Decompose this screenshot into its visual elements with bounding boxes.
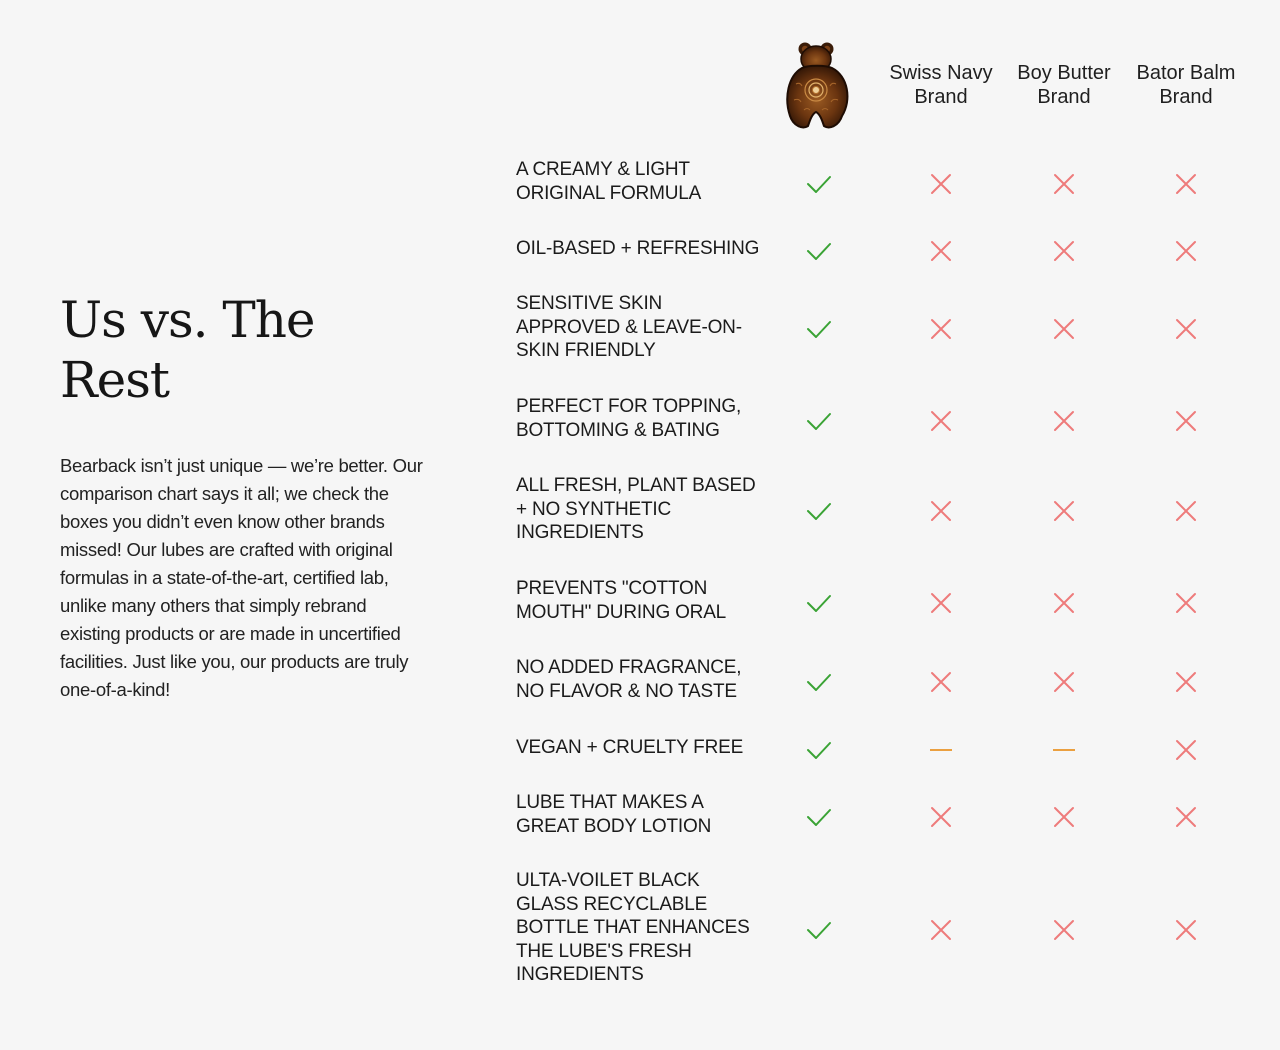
feature-label xyxy=(516,237,766,261)
check-icon xyxy=(805,916,833,944)
check-icon xyxy=(805,407,833,435)
bear-icon xyxy=(782,40,858,132)
feature-line: ALL FRESH, PLANT BASED xyxy=(516,475,756,496)
dash-icon xyxy=(1050,736,1078,764)
dash-icon xyxy=(927,736,955,764)
check-icon xyxy=(805,237,833,265)
cross-icon xyxy=(1050,170,1078,198)
feature-line: INGREDIENTS xyxy=(516,964,644,985)
cross-icon xyxy=(1172,170,1200,198)
feature-line: VEGAN + CRUELTY FREE xyxy=(516,737,744,758)
cross-icon xyxy=(927,407,955,435)
intro-section xyxy=(60,290,430,704)
cross-icon xyxy=(1172,589,1200,617)
cross-icon xyxy=(927,916,955,944)
feature-label xyxy=(516,736,766,760)
cross-icon xyxy=(1172,736,1200,764)
feature-line: PERFECT FOR TOPPING, xyxy=(516,396,742,417)
intro-paragraph: Bearback isn’t just unique — we’re better. Our comparison chart says it all; we check the boxes you didn’t even know other brands missed! Our lubes are crafted with original formulas in a state-of-the-art, certified lab, unlike many others that simply rebrand existing products or are made in uncertified facilities. Just like you, our products are truly one-of-a-kind! xyxy=(60,455,423,700)
feature-line: NO FLAVOR & NO TASTE xyxy=(516,680,737,702)
feature-label xyxy=(516,158,766,205)
cross-icon xyxy=(1050,916,1078,944)
check-icon xyxy=(805,170,833,198)
cross-icon xyxy=(1050,589,1078,617)
cross-icon xyxy=(927,803,955,831)
feature-line: LUBE THAT MAKES A xyxy=(516,792,704,813)
cross-icon xyxy=(927,589,955,617)
feature-label xyxy=(516,292,766,363)
cross-icon xyxy=(1172,237,1200,265)
feature-line: ULTA-VOILET BLACK xyxy=(516,870,700,891)
bearback-logo xyxy=(782,40,858,132)
brand-name: Bator Balm xyxy=(1136,62,1236,84)
cross-icon xyxy=(927,170,955,198)
feature-line: MOUTH" DURING ORAL xyxy=(516,601,727,623)
page-title: Us vs. The Rest xyxy=(60,291,315,409)
feature-line: BOTTLE THAT ENHANCES xyxy=(516,917,750,938)
feature-line: THE LUBE'S FRESH xyxy=(516,940,692,962)
cross-icon xyxy=(927,237,955,265)
brand-name: Swiss Navy xyxy=(889,62,993,84)
cross-icon xyxy=(927,497,955,525)
cross-icon xyxy=(1050,668,1078,696)
brand-header-2 xyxy=(1121,61,1251,109)
check-icon xyxy=(805,497,833,525)
cross-icon xyxy=(1050,497,1078,525)
brand-suffix: Brand xyxy=(914,86,968,108)
cross-icon xyxy=(1172,803,1200,831)
brand-header-0 xyxy=(876,61,1006,109)
feature-line: ORIGINAL FORMULA xyxy=(516,182,702,204)
feature-line: OIL-BASED + REFRESHING xyxy=(516,238,760,259)
feature-line: GREAT BODY LOTION xyxy=(516,815,712,837)
feature-line: INGREDIENTS xyxy=(516,522,644,543)
cross-icon xyxy=(927,315,955,343)
feature-label xyxy=(516,656,766,703)
feature-label xyxy=(516,474,766,545)
feature-label xyxy=(516,869,766,987)
cross-icon xyxy=(1172,315,1200,343)
feature-line: A CREAMY & LIGHT xyxy=(516,159,690,180)
feature-line: APPROVED & LEAVE-ON- xyxy=(516,316,742,338)
cross-icon xyxy=(1050,237,1078,265)
feature-line: PREVENTS "COTTON xyxy=(516,578,708,599)
cross-icon xyxy=(1172,407,1200,435)
cross-icon xyxy=(1172,497,1200,525)
feature-label xyxy=(516,395,766,442)
cross-icon xyxy=(1050,803,1078,831)
cross-icon xyxy=(1172,916,1200,944)
feature-label xyxy=(516,577,766,624)
check-icon xyxy=(805,668,833,696)
feature-line: + NO SYNTHETIC xyxy=(516,498,672,520)
check-icon xyxy=(805,736,833,764)
feature-label xyxy=(516,791,766,838)
brand-suffix: Brand xyxy=(1037,86,1091,108)
feature-line: SKIN FRIENDLY xyxy=(516,340,656,361)
cross-icon xyxy=(1050,315,1078,343)
check-icon xyxy=(805,803,833,831)
brand-header-1 xyxy=(999,61,1129,109)
cross-icon xyxy=(1050,407,1078,435)
cross-icon xyxy=(1172,668,1200,696)
feature-line: SENSITIVE SKIN xyxy=(516,293,663,314)
brand-suffix: Brand xyxy=(1159,86,1213,108)
feature-line: BOTTOMING & BATING xyxy=(516,419,720,441)
check-icon xyxy=(805,589,833,617)
feature-line: GLASS RECYCLABLE xyxy=(516,893,708,915)
feature-line: NO ADDED FRAGRANCE, xyxy=(516,657,742,678)
cross-icon xyxy=(927,668,955,696)
check-icon xyxy=(805,315,833,343)
brand-name: Boy Butter xyxy=(1017,62,1111,84)
